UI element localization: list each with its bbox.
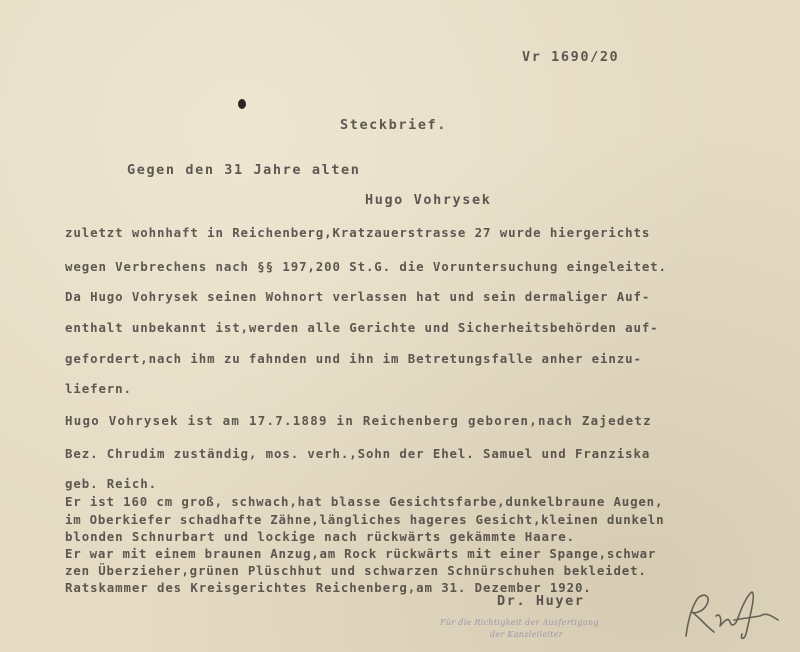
- text-line-13: im Oberkiefer schadhafte Zähne,längliches hageres Gesicht,kleinen dunkeln: [65, 512, 665, 527]
- text-line-9: Hugo Vohrysek ist am 17.7.1889 in Reichenberg geboren,nach Zajedetz: [65, 413, 652, 428]
- text-line-16: zen Überzieher,grünen Plüschhut und schwarzen Schnürschuhen bekleidet.: [65, 563, 647, 578]
- text-line-10: Bez. Chrudim zuständig, mos. verh.,Sohn der Ehel. Samuel und Franziska: [65, 446, 651, 461]
- text-line-15: Er war mit einem braunen Anzug,am Rock rückwärts mit einer Spange,schwar: [65, 546, 657, 561]
- text-line-3: zuletzt wohnhaft in Reichenberg,Kratzauerstrasse 27 wurde hiergerichts: [65, 225, 651, 240]
- reference-number: Vr 1690/20: [522, 49, 620, 65]
- ink-blot: [238, 99, 246, 109]
- closing-line: Ratskammer des Kreisgerichtes Reichenberg,am 31. Dezember 1920.: [65, 580, 592, 595]
- subject-name: Hugo Vohrysek: [365, 192, 492, 208]
- handwritten-signature: [676, 586, 786, 644]
- text-line-6: enthalt unbekannt ist,werden alle Gerichte und Sicherheitsbehörden auf-: [65, 320, 659, 335]
- stamp-line-1: Für die Richtigkeit der Ausfertigung: [440, 618, 599, 627]
- text-line-4: wegen Verbrechens nach §§ 197,200 St.G. die Voruntersuchung eingeleitet.: [65, 259, 667, 274]
- text-line-5: Da Hugo Vohrysek seinen Wohnort verlassen hat und sein dermaliger Auf-: [65, 289, 651, 304]
- text-line-11: geb. Reich.: [65, 476, 157, 491]
- text-line-1: Gegen den 31 Jahre alten: [127, 162, 361, 178]
- text-line-12: Er ist 160 cm groß, schwach,hat blasse Gesichtsfarbe,dunkelbraune Augen,: [65, 494, 664, 509]
- stamp-line-2: der Kanzleileiter: [490, 630, 563, 639]
- text-line-7: gefordert,nach ihm zu fahnden und ihn im Betretungsfalle anher einzu-: [65, 351, 642, 366]
- document-title: Steckbrief.: [340, 117, 448, 133]
- signatory-name: Dr. Huyer: [497, 593, 585, 609]
- text-line-8: liefern.: [65, 381, 132, 396]
- text-line-14: blonden Schnurbart und lockige nach rückwärts gekämmte Haare.: [65, 529, 575, 544]
